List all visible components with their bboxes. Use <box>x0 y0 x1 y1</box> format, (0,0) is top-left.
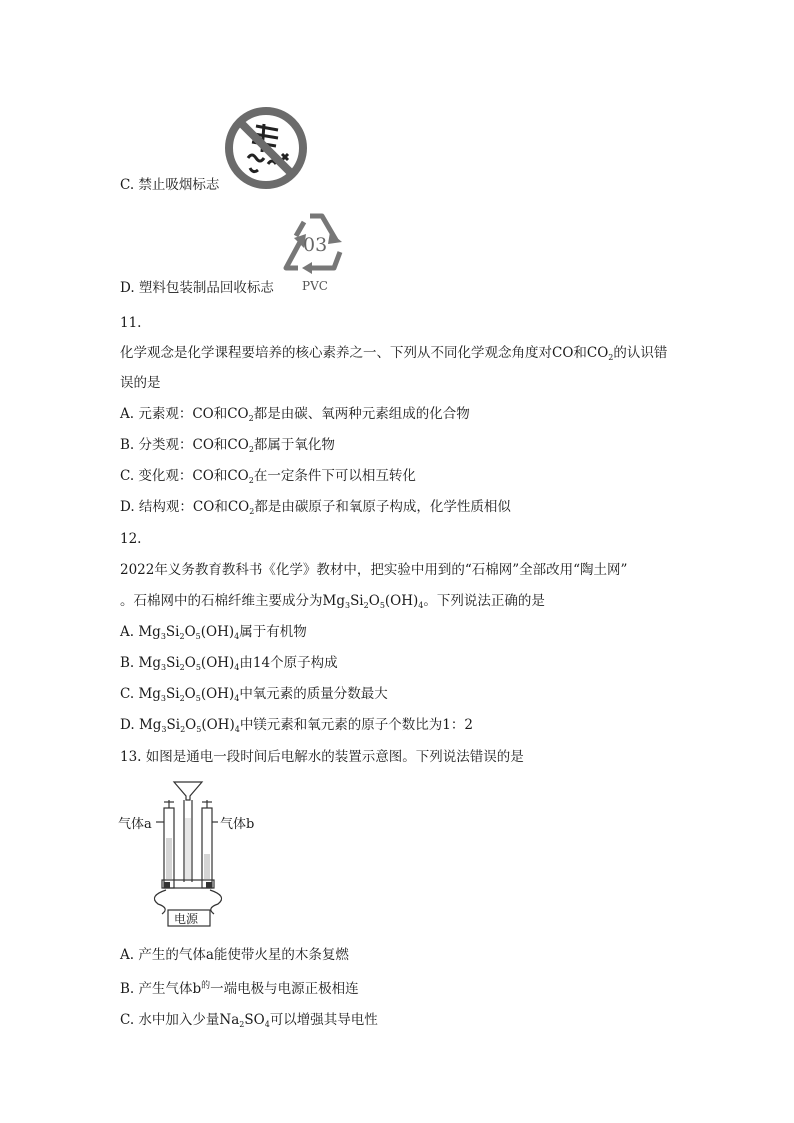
q12-option-d: D. $Mg_3Si_2O_5(OH)_4$中镁元素和氧元素的原子个数比为1：2 <box>120 717 473 734</box>
q12-option-b: B. $Mg_3Si_2O_5(OH)_4$由14个原子构成 <box>120 655 338 672</box>
q13-option-c: C. 水中加入少量$Na_2SO_4$可以增强其导电性 <box>120 1012 378 1029</box>
q11-number: 11. <box>120 315 142 331</box>
option-c-sign: C. 禁止吸烟标志 <box>120 177 220 193</box>
q13-option-b: B. 产生气体$b^的$一端电极与电源正极相连 <box>120 981 359 997</box>
q11-option-a: A. 元素观：CO和$CO_2$都是由碳、氧两种元素组成的化合物 <box>120 406 470 423</box>
q12-number: 12. <box>120 531 142 547</box>
gas-b-label: 气体b <box>220 817 255 832</box>
q12-stem-cont: 。石棉网中的石棉纤维主要成分为$Mg_3Si_2O_5(OH)_4$。下列说法正确的是 <box>120 593 545 610</box>
q11-stem: 化学观念是化学课程要培养的核心素养之一、下列从不同化学观念角度对CO和$CO_2$的认识错 <box>120 345 668 362</box>
recycle-label: PVC <box>302 279 328 293</box>
q11-stem-cont: 误的是 <box>120 375 161 391</box>
no-smoking-sign-icon <box>224 106 308 190</box>
option-d-sign: D. 塑料包装制品回收标志 <box>120 280 274 296</box>
electrolysis-apparatus-diagram <box>118 778 258 928</box>
gas-a-label: 气体a <box>118 817 152 832</box>
q13-option-a: A. 产生的气体a能使带火星的木条复燃 <box>120 947 349 963</box>
q11-option-c: C. 变化观：CO和$CO_2$在一定条件下可以相互转化 <box>120 468 416 485</box>
q12-option-a: A. $Mg_3Si_2O_5(OH)_4$属于有机物 <box>120 624 307 641</box>
q12-option-c: C. $Mg_3Si_2O_5(OH)_4$中氧元素的质量分数最大 <box>120 686 388 703</box>
q13-stem: 13. 如图是通电一段时间后电解水的装置示意图。下列说法错误的是 <box>120 749 524 765</box>
q11-option-d: D. 结构观：CO和$CO_2$都是由碳原子和氧原子构成，化学性质相似 <box>120 499 511 516</box>
q12-stem: 2022年义务教育教科书《化学》教材中，把实验中用到的“石棉网”全部改用“陶土网” <box>120 562 628 578</box>
q11-option-b: B. 分类观：CO和$CO_2$都属于氧化物 <box>120 437 335 454</box>
power-source-label: 电源 <box>174 912 199 926</box>
recycle-code: 03 <box>303 234 328 256</box>
